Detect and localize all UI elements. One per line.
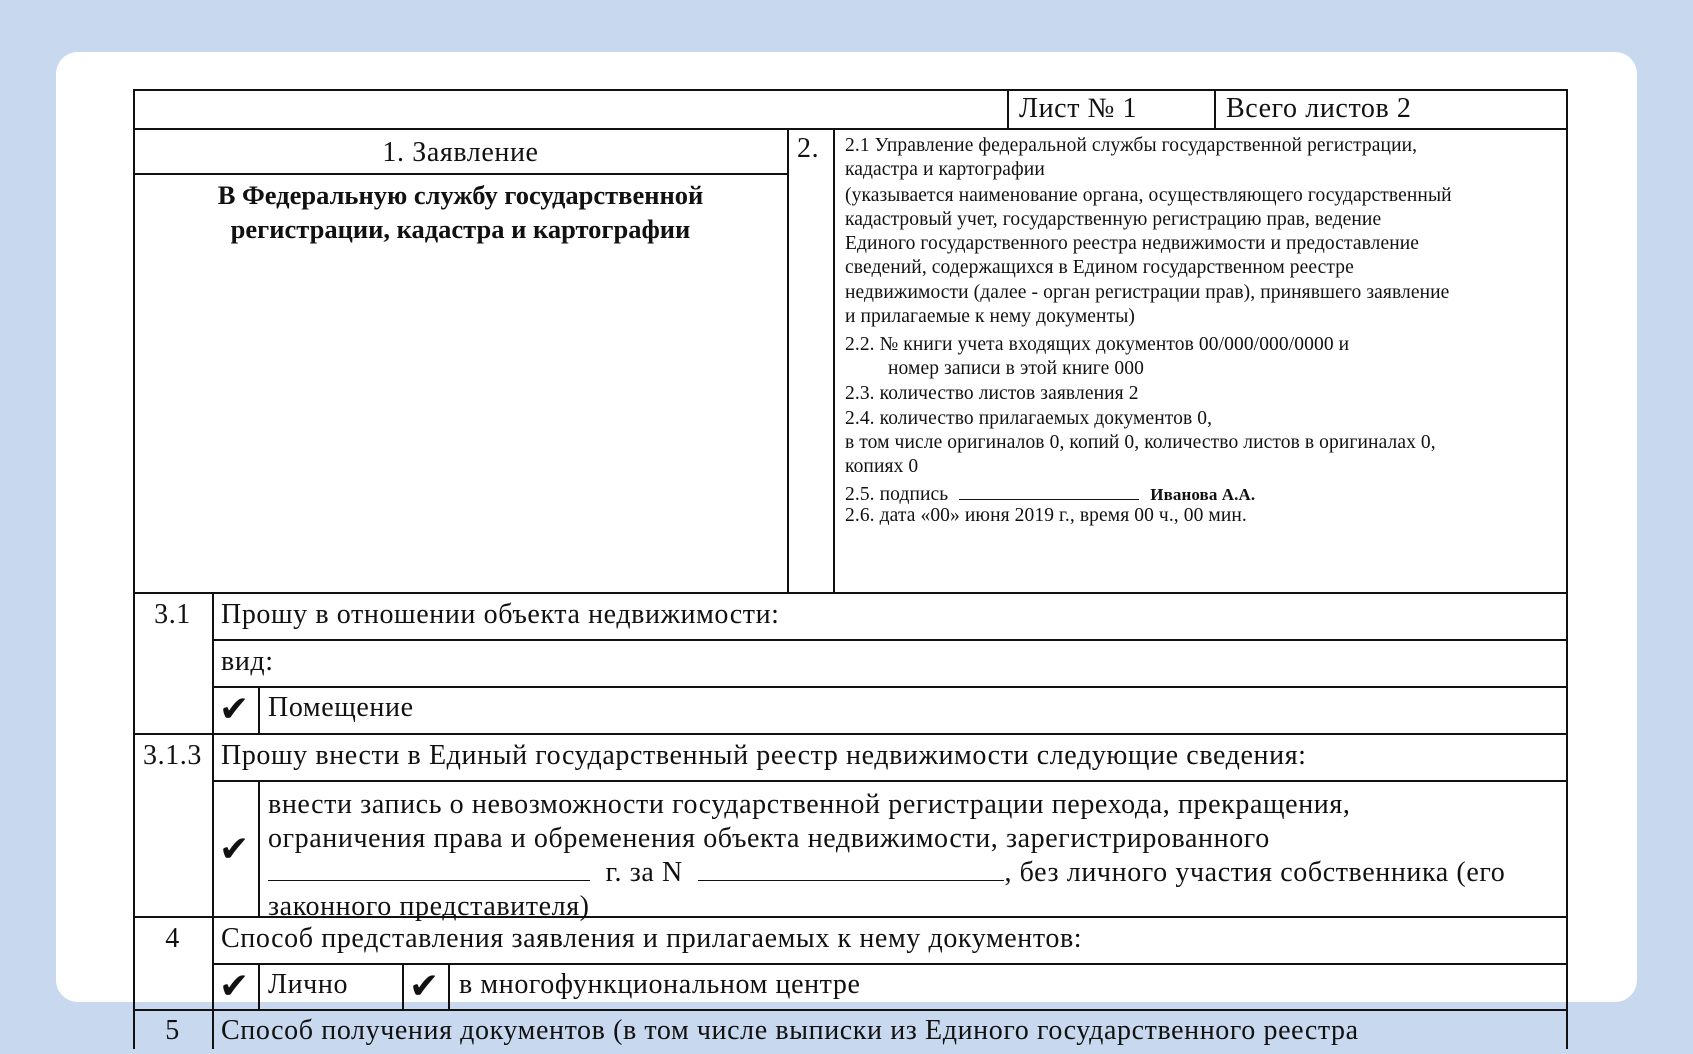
check-icon[interactable]: ✔ — [409, 966, 440, 1007]
request-text-number-label: г. за N — [605, 857, 683, 888]
section2-line: 2.3. количество листов заявления 2 — [845, 383, 1139, 404]
checkbox-line-4a — [258, 963, 260, 1011]
section2-line: 2.2. № книги учета входящих документов 00/000/000/0000 и — [845, 334, 1350, 355]
section3-1-3-number: 3.1.3 — [143, 740, 202, 771]
option-mfc: в многофункциональном центре — [459, 969, 861, 1000]
section2-line: 2.4. количество прилагаемых документов 0, — [845, 408, 1213, 429]
sheet-number: Лист № 1 — [1019, 93, 1138, 124]
signature-blank — [959, 481, 1139, 500]
section2-line: и прилагаемые к нему документы) — [845, 306, 1136, 327]
object-type: Помещение — [268, 692, 414, 723]
number-column-line — [212, 592, 214, 1049]
section4-number: 4 — [165, 923, 180, 954]
section2-line: 2.1 Управление федеральной службы государственной регистрации, — [845, 135, 1418, 156]
request-text-line-1: внести запись о невозможности государственной регистрации перехода, прекращения, — [268, 789, 1351, 820]
check-icon[interactable]: ✔ — [219, 689, 250, 730]
signature-row — [845, 481, 1255, 506]
check-icon[interactable]: ✔ — [219, 966, 250, 1007]
option-in-person: Лично — [268, 969, 349, 1000]
checkbox-line-4b — [402, 963, 404, 1011]
request-text-tail: , без личного участия собственника (его — [1004, 857, 1506, 888]
section5-number: 5 — [165, 1015, 180, 1046]
signature-name: Иванова А.А. — [1150, 485, 1256, 504]
section2-line: (указывается наименование органа, осуществляющего государственный — [845, 185, 1452, 206]
date-blank — [268, 862, 590, 881]
recipient-line-2: регистрации, кадастра и картографии — [230, 214, 691, 244]
header-bottom-line — [133, 128, 1568, 130]
application-form — [133, 89, 1568, 1049]
section4-title: Способ представления заявления и прилагаемых к нему документов: — [221, 923, 1083, 954]
kind-label: вид: — [221, 646, 274, 677]
row-line-4b — [133, 1009, 1568, 1011]
total-sheets: Всего листов 2 — [1226, 93, 1412, 124]
checkbox-line-3-1 — [258, 686, 260, 735]
section2-line: копиях 0 — [845, 456, 919, 477]
section2-line: недвижимости (далее - орган регистрации прав), принявшего заявление — [845, 282, 1450, 303]
section3-1-number: 3.1 — [154, 599, 191, 630]
section2-number-line — [833, 128, 835, 594]
check-icon[interactable]: ✔ — [219, 829, 250, 870]
row-line-3-1-3a — [212, 780, 1568, 782]
request-text-line-4: законного представителя) — [268, 891, 590, 922]
section2-line: кадастровый учет, государственную регистрацию прав, ведение — [845, 209, 1382, 230]
section1-title-line — [133, 173, 788, 175]
section2-number: 2. — [797, 133, 820, 164]
request-text-line-2: ограничения права и обременения объекта недвижимости, зарегистрированного — [268, 823, 1270, 854]
section3-1-request: Прошу в отношении объекта недвижимости: — [221, 599, 780, 630]
header-divider-2 — [1214, 89, 1216, 129]
section2-line: в том числе оригиналов 0, копий 0, количество листов в оригиналах 0, — [845, 432, 1436, 453]
row-line-3-1a — [212, 639, 1568, 641]
header-divider-1 — [1007, 89, 1009, 129]
border-right — [1566, 89, 1568, 1049]
section5-title: Способ получения документов (в том числе выписки из Единого государственного реестра — [221, 1015, 1359, 1046]
request-text-line-3 — [268, 857, 1505, 889]
checkbox-line-3-1-3 — [258, 780, 260, 918]
section2-line: номер записи в этой книге 000 — [888, 358, 1144, 379]
section2-line: кадастра и картографии — [845, 159, 1045, 180]
document-card — [56, 52, 1637, 1046]
section1-title: 1. Заявление — [382, 137, 539, 168]
row-line-4a — [212, 963, 1568, 965]
checkbox-line-4c — [448, 963, 450, 1011]
row-line-3-1c — [133, 733, 1568, 735]
section2-date: 2.6. дата «00» июня 2019 г., время 00 ч., 00 мин. — [845, 505, 1247, 526]
recipient-line-1: В Федеральную службу государственной — [217, 180, 704, 210]
section2-line: сведений, содержащихся в Едином государственном реестре — [845, 257, 1354, 278]
row-line-3-1b — [212, 686, 1568, 688]
section3-1-3-request: Прошу внести в Единый государственный реестр недвижимости следующие сведения: — [221, 740, 1307, 771]
border-top — [133, 89, 1568, 91]
section2-line: Единого государственного реестра недвижимости и предоставление — [845, 233, 1420, 254]
number-blank — [698, 862, 1004, 881]
section2-bottom-line — [133, 592, 1568, 594]
signature-label: 2.5. подпись — [845, 484, 949, 505]
